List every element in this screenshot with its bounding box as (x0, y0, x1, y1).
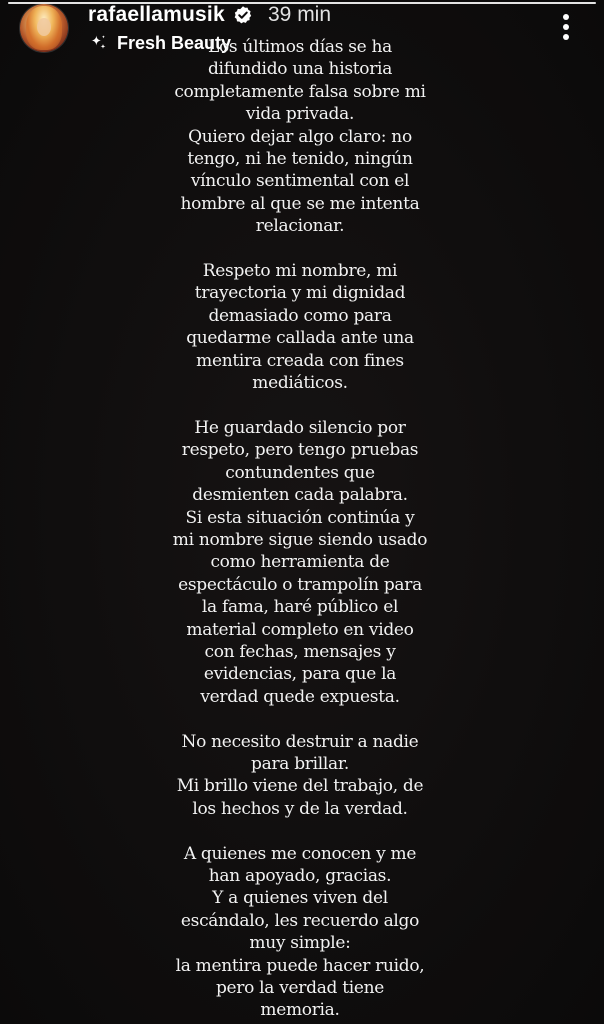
avatar[interactable] (20, 4, 68, 52)
message-line: quedarme callada ante una (186, 328, 414, 349)
more-dot (563, 34, 569, 40)
message-line: memoria. (260, 1000, 340, 1021)
message-line: Los últimos días se ha (207, 37, 393, 57)
message-line: demasiado como para (208, 305, 392, 326)
story-message (130, 36, 470, 1024)
message-line: evidencias, para que la (203, 664, 397, 685)
message-line: para brillar. (251, 753, 349, 774)
message-line: espectáculo o trampolín para (178, 574, 422, 595)
message-line: contundentes que (225, 462, 375, 483)
message-line: los hechos y de la verdad. (192, 798, 408, 819)
message-line: relacionar. (255, 216, 345, 237)
message-line: mediáticos. (252, 373, 348, 394)
message-line: la mentira puede hacer ruido, (175, 955, 425, 976)
avatar-face (37, 18, 51, 36)
message-line: escándalo, les recuerdo algo (180, 910, 420, 931)
message-line: Respeto mi nombre, mi (202, 261, 398, 282)
sparkle-icon (88, 33, 108, 53)
music-label: Fresh Beauty (117, 33, 232, 53)
message-line: material completo en video (186, 619, 414, 640)
message-line: la fama, haré público el (201, 597, 399, 618)
message-line: He guardado silencio por (194, 417, 406, 438)
message-line: desmienten cada palabra. (192, 485, 408, 506)
message-line: respeto, pero tengo pruebas (181, 440, 419, 461)
message-paragraph (130, 417, 470, 708)
message-line: con fechas, mensajes y (204, 641, 396, 662)
message-line: No necesito destruir a nadie (181, 731, 419, 752)
message-line: hombre al que se me intenta (180, 193, 420, 214)
message-line: completamente falsa sobre mi (174, 81, 426, 102)
message-line: Quiero dejar algo claro: no (188, 126, 412, 147)
message-line: mi nombre sigue siendo usado (172, 529, 428, 550)
message-line: tengo, ni he tenido, ningún (187, 149, 413, 170)
message-line: verdad quede expuesta. (200, 686, 400, 707)
message-line: mentira creada con fines (196, 350, 404, 371)
message-line: vida privada. (245, 104, 355, 125)
message-line: A quienes me conocen y me (183, 843, 417, 864)
message-paragraph (130, 36, 470, 238)
message-line: vínculo sentimental con el (190, 171, 410, 192)
message-line: pero la verdad tiene (215, 978, 385, 998)
message-line: difundido una historia (207, 59, 393, 80)
more-dot (563, 24, 569, 30)
message-paragraph (130, 731, 470, 821)
story-timestamp: 39 min (268, 3, 332, 26)
message-paragraph (130, 260, 470, 394)
more-dot (563, 14, 569, 20)
verified-badge-icon (233, 5, 253, 25)
username[interactable]: rafaellamusik (88, 3, 225, 26)
message-paragraph (130, 843, 470, 1022)
message-line: Mi brillo viene del trabajo, de (176, 776, 424, 797)
message-line: Si esta situación continúa y (185, 507, 415, 528)
message-line: como herramienta de (210, 552, 390, 573)
message-line: han apoyado, gracias. (208, 865, 392, 886)
more-options-icon[interactable] (556, 10, 576, 44)
message-line: trayectoria y mi dignidad (194, 283, 406, 304)
message-line: Y a quienes viven del (212, 888, 388, 909)
message-line: muy simple: (249, 933, 351, 954)
